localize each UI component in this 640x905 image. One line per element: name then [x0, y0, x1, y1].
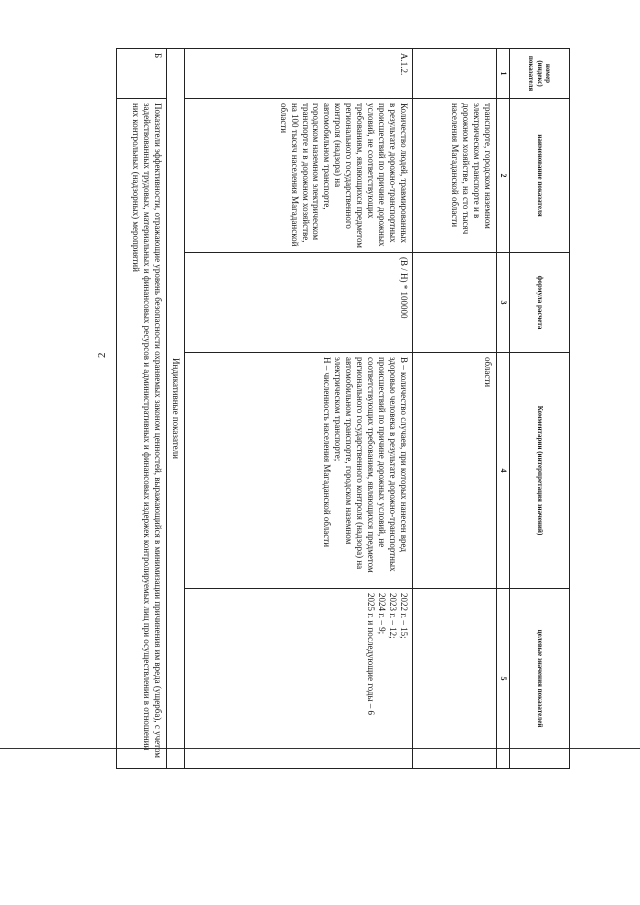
- a12-index: А.1.2.: [185, 49, 413, 99]
- section-b-text: Показатели эффективности, отражающие уровень безопасности охраняемых законом ценностей, выражающийся в минимизации причинения им вреда (ущерба), с учетом задействованных трудовых, материальных и финансовых ресурсов и административных и финансовых издержек контролируемых лиц при осуществлении в отношении них контрольных (надзорных) мероприятий: [117, 99, 167, 769]
- column-number: 1: [497, 49, 510, 99]
- a12-name: Количество людей, травмированных в результате дорожно-транспортных происшествий по причине дорожных условий, не соответствующих требованиям, являющихся предметом регионального государственного контроля (надзора) на автомобильном транспорте, городском наземном электрическом транспорте и в дорожном хозяйстве, на 100 тысяч населения Магаданской области: [185, 99, 413, 253]
- header-formula: формула расчета: [510, 253, 570, 353]
- table-row-a12: [185, 49, 413, 769]
- indicators-table: [116, 48, 570, 769]
- a12-targets: 2022 г. – 15; 2023 г. – 12; 2024 г. – 9; 2025 г. и последующие годы – 6: [185, 589, 413, 769]
- page-number: 2: [96, 352, 108, 358]
- section-b-row: [117, 49, 167, 769]
- continuation-row: [413, 49, 497, 769]
- header-comment: Комментарии (интерпретация значений): [510, 353, 570, 589]
- continuation-name: транспорте, городском наземном электрическом транспорте и в дорожном хозяйстве, на сто тысяч населения Магаданской области: [413, 99, 497, 253]
- continuation-comment: области: [413, 353, 497, 589]
- section-b-index: Б: [117, 49, 167, 99]
- indicative-label: Индикативные показатели: [167, 49, 185, 769]
- indicative-row: [167, 49, 185, 769]
- column-number: 5: [497, 589, 510, 769]
- header-name: наименование показателя: [510, 99, 570, 253]
- a12-comment: В – количество случаев, при которых нанесен вред здоровью человека в результате дорожно-транспортных происшествий по причине дорожных условий, не соответствующих требованиям, являющихся предметом регионального государственного контроля (надзора) на автомобильном транспорте, городском наземном электрическом транспорте; Н – численность населения Магаданской области: [185, 353, 413, 589]
- header-targets: целевые значения показателей: [510, 589, 570, 769]
- a12-formula: (В / Н) * 100000: [185, 253, 413, 353]
- rotated-table-wrapper: [110, 48, 570, 768]
- header-index: номер (индекс) показателя: [510, 49, 570, 99]
- column-number: 4: [497, 353, 510, 589]
- column-number: 3: [497, 253, 510, 353]
- column-number-row: [497, 49, 510, 769]
- header-row: [510, 49, 570, 769]
- column-number: 2: [497, 99, 510, 253]
